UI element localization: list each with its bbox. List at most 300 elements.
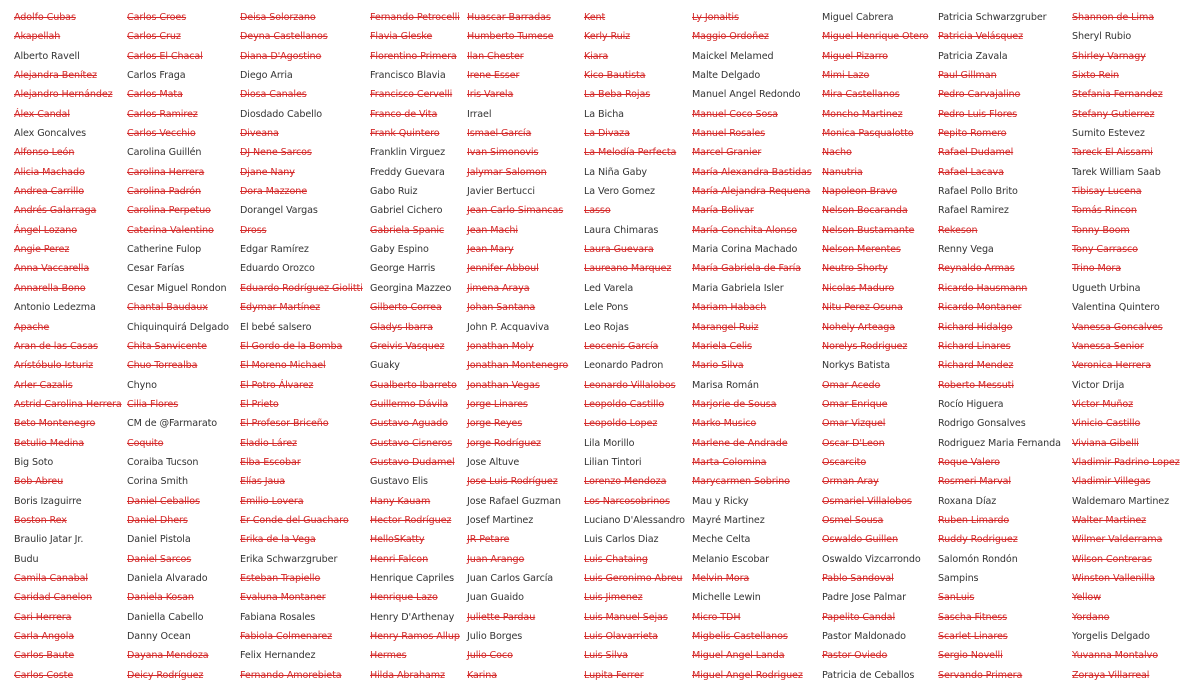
crossed-out-name: Omar Enrique	[822, 398, 888, 410]
name-entry: Julio Borges	[467, 631, 523, 642]
crossed-out-name: El Moreno Michael	[240, 360, 326, 372]
crossed-out-name: HelloSKatty	[370, 534, 425, 546]
crossed-out-name: Henri Falcon	[370, 553, 429, 565]
name-entry: Mau y Ricky	[692, 495, 749, 507]
name-entry: Sampins	[938, 572, 979, 584]
crossed-out-name: Aran de las Casas	[14, 340, 98, 352]
crossed-out-name: Patricia Velásquez	[938, 31, 1024, 43]
name-entry: Erika Schwarzgruber	[240, 553, 338, 565]
crossed-out-name: Diosa Canales	[240, 89, 307, 101]
crossed-out-name: Victor Muñoz	[1072, 398, 1134, 410]
crossed-out-name: Miguel Pizarro	[822, 50, 888, 62]
crossed-out-name: Reynaldo Armas	[938, 263, 1015, 275]
name-entry: Diego Arria	[240, 70, 293, 82]
name-entry: Gaby Espino	[370, 244, 429, 256]
crossed-out-name: Hany Kauam	[370, 495, 431, 507]
name-entry: Franklin Virguez	[370, 147, 446, 159]
name-entry: Felix Hernandez	[240, 650, 316, 662]
crossed-out-name: Winston Vallenilla	[1072, 572, 1155, 584]
crossed-out-name: Miguel Henrique Otero	[822, 31, 929, 43]
crossed-out-name: Franco de Vita	[370, 108, 438, 120]
crossed-out-name: Astrid Carolina Herrera	[14, 398, 122, 410]
crossed-out-name: Wilmer Valderrama	[1072, 534, 1163, 546]
name-entry: Josef Martinez	[467, 514, 534, 526]
name-entry: Rodrigo Gonsalves	[938, 418, 1026, 430]
name-entry: Norkys Batista	[822, 360, 891, 372]
crossed-out-name: Jonathan Moly	[467, 340, 534, 352]
crossed-out-name: Tonny Boom	[1072, 224, 1130, 236]
name-entry: Alberto Ravell	[14, 50, 80, 62]
name-entry: Padre Jose Palmar	[822, 592, 907, 604]
crossed-out-name: Tomás Rincon	[1072, 205, 1137, 217]
name-entry: Dorangel Vargas	[240, 205, 318, 217]
crossed-out-name: Carlos Ramirez	[127, 108, 198, 120]
name-entry: Lele Pons	[584, 302, 629, 314]
crossed-out-name: Jean Carlo Simancas	[467, 205, 564, 217]
crossed-out-name: Ruben Limardo	[938, 514, 1010, 526]
crossed-out-name: Marycarmen Sobrino	[692, 476, 790, 488]
crossed-out-name: Cari Herrera	[14, 611, 72, 623]
name-entry: George Harris	[370, 263, 436, 275]
name-column	[692, 8, 810, 685]
name-entry: Rocío Higuera	[938, 398, 1004, 410]
crossed-out-name: DJ Nene Sarcos	[240, 147, 312, 159]
crossed-out-name: Lupita Ferrer	[584, 669, 644, 681]
crossed-out-name: Sergio Novelli	[938, 650, 1003, 662]
crossed-out-name: Juliette Pardau	[467, 611, 536, 623]
crossed-out-name: Nelson Bocaranda	[822, 205, 908, 217]
crossed-out-name: Carlos El Chacal	[127, 50, 203, 62]
crossed-out-name: Jorge Linares	[467, 398, 528, 410]
crossed-out-name: Chantal Baudaux	[127, 302, 208, 314]
crossed-out-name: Kent	[584, 12, 606, 23]
crossed-out-name: Jalymar Salomon	[467, 166, 547, 178]
crossed-out-name: Jonathan Montenegro	[467, 360, 569, 372]
crossed-out-name: Carlos Coste	[14, 669, 74, 681]
name-entry: Corina Smith	[127, 476, 188, 488]
name-entry: Catherine Fulop	[127, 244, 202, 256]
name-column	[938, 8, 1061, 685]
name-entry: Sumito Estevez	[1072, 128, 1145, 140]
crossed-out-name: Ivan Simonovis	[467, 147, 539, 159]
crossed-out-name: Coquito	[127, 437, 164, 449]
crossed-out-name: Pedro Luis Flores	[938, 108, 1018, 120]
name-entry: Patricia Schwarzgruber	[938, 12, 1047, 23]
name-column	[467, 8, 585, 685]
crossed-out-name: Jean Mary	[467, 244, 514, 256]
crossed-out-name: Nacho	[822, 147, 852, 159]
crossed-out-name: Alejandro Hernández	[14, 89, 113, 101]
crossed-out-name: Maggio Ordoñez	[692, 31, 769, 43]
crossed-out-name: El Prieto	[240, 398, 279, 410]
crossed-out-name: Stefany Gutierrez	[1072, 108, 1155, 120]
crossed-out-name: Dora Mazzone	[240, 186, 308, 198]
crossed-out-name: Eduardo Rodríguez Giolitti	[240, 282, 363, 294]
crossed-out-name: Moncho Martinez	[822, 108, 903, 120]
crossed-out-name: Paul Gillman	[938, 70, 997, 82]
crossed-out-name: Migbelis Castellanos	[692, 631, 788, 642]
crossed-out-name: Carlos Mata	[127, 89, 183, 101]
crossed-out-name: Ruddy Rodriguez	[938, 534, 1018, 546]
crossed-out-name: Carlos Croes	[127, 12, 187, 23]
name-entry: Guaky	[370, 360, 400, 372]
crossed-out-name: María Gabriela de Faría	[692, 263, 801, 275]
crossed-out-name: Jorge Rodríguez	[467, 437, 541, 449]
crossed-out-name: Trino Mora	[1072, 263, 1122, 275]
name-entry: Chiquinquirá Delgado	[127, 321, 229, 333]
crossed-out-name: Richard Hidalgo	[938, 321, 1013, 333]
name-entry: Mayré Martinez	[692, 514, 765, 526]
name-entry: Fabiana Rosales	[240, 611, 316, 623]
crossed-out-name: Leopoldo Castillo	[584, 398, 665, 410]
crossed-out-name: Ricardo Hausmann	[938, 282, 1028, 294]
crossed-out-name: Daniel Dhers	[127, 514, 188, 526]
crossed-out-name: La Melodía Perfecta	[584, 147, 677, 159]
crossed-out-name: Henrique Lazo	[370, 592, 438, 604]
crossed-out-name: Juan Arango	[467, 553, 525, 565]
crossed-out-name: Alejandra Benítez	[14, 70, 97, 82]
crossed-out-name: Akapellah	[14, 31, 61, 43]
crossed-out-name: Osmariel Villalobos	[822, 495, 912, 507]
crossed-out-name: Chita Sanvicente	[127, 340, 207, 352]
crossed-out-name: Carlos Vecchio	[127, 128, 196, 140]
crossed-out-name: Francisco Cervelli	[370, 89, 453, 101]
crossed-out-name: Jose Luis Rodríguez	[467, 476, 558, 488]
crossed-out-name: Napoleon Bravo	[822, 186, 898, 198]
crossed-out-name: Mariam Habach	[692, 302, 767, 314]
crossed-out-name: Lorenzo Mendoza	[584, 476, 667, 488]
crossed-out-name: Leocenis García	[584, 340, 659, 352]
crossed-out-name: Marta Colomina	[692, 456, 767, 468]
crossed-out-name: Roberto Messuti	[938, 379, 1014, 391]
name-entry: Diosdado Cabello	[240, 108, 323, 120]
crossed-out-name: Tony Carrasco	[1072, 244, 1138, 256]
name-entry: Henrique Capriles	[370, 572, 455, 584]
crossed-out-name: Erika de la Vega	[240, 534, 316, 546]
name-entry: Carlos Fraga	[127, 70, 186, 82]
crossed-out-name: Jimena Araya	[467, 282, 530, 294]
crossed-out-name: Greivis Vasquez	[370, 340, 445, 352]
crossed-out-name: Alfonso León	[14, 147, 75, 159]
crossed-out-name: Er Conde del Guacharo	[240, 514, 349, 526]
crossed-out-name: Chuo Torrealba	[127, 360, 198, 372]
name-entry: Luis Carlos Diaz	[584, 534, 659, 546]
name-entry: Jose Altuve	[467, 456, 520, 468]
crossed-out-name: Marlene de Andrade	[692, 437, 788, 449]
crossed-out-name: Jorge Reyes	[467, 418, 523, 430]
crossed-out-name: Angie Perez	[14, 244, 70, 256]
crossed-out-name: Fernando Amorebieta	[240, 669, 342, 681]
crossed-out-name: Scarlet Linares	[938, 631, 1008, 642]
crossed-out-name: SanLuis	[938, 592, 975, 604]
crossed-out-name: Sixto Rein	[1072, 70, 1119, 82]
name-entry: Javier Bertucci	[467, 186, 535, 198]
name-column	[127, 8, 245, 685]
crossed-out-name: Jean Machi	[467, 224, 518, 236]
name-entry: Lila Morillo	[584, 437, 635, 449]
crossed-out-name: Oscarcito	[822, 456, 867, 468]
crossed-out-name: Gustavo Cisneros	[370, 437, 453, 449]
name-entry: Patricia Zavala	[938, 50, 1008, 62]
name-entry: Pastor Maldonado	[822, 631, 906, 642]
crossed-out-name: Laura Guevara	[584, 244, 654, 256]
crossed-out-name: Pablo Sandoval	[822, 572, 894, 584]
name-entry: Francisco Blavia	[370, 70, 446, 82]
crossed-out-name: Papelito Candal	[822, 611, 896, 623]
name-entry: Maickel Melamed	[692, 50, 774, 62]
name-entry: Melanio Escobar	[692, 553, 770, 565]
crossed-out-name: Shannon de Lima	[1072, 12, 1154, 23]
crossed-out-name: Deicy Rodríguez	[127, 669, 204, 681]
name-entry: Gabo Ruiz	[370, 186, 418, 198]
name-entry: Freddy Guevara	[370, 166, 445, 178]
crossed-out-name: JR Petare	[467, 534, 510, 546]
crossed-out-name: Annarella Bono	[14, 282, 86, 294]
crossed-out-name: María Alejandra Requena	[692, 186, 811, 198]
crossed-out-name: Ilan Chester	[467, 50, 524, 62]
crossed-out-name: Caridad Canelon	[14, 592, 92, 604]
name-entry: Ugueth Urbina	[1072, 282, 1141, 294]
crossed-out-name: Yordano	[1072, 611, 1110, 623]
name-entry: Waldemaro Martinez	[1072, 495, 1170, 507]
crossed-out-name: Rosmeri Marval	[938, 476, 1011, 488]
crossed-out-name: Pastor Oviedo	[822, 650, 888, 662]
crossed-out-name: Marcel Granier	[692, 147, 762, 159]
crossed-out-name: Edymar Martínez	[240, 302, 321, 314]
crossed-out-name: Norelys Rodriguez	[822, 340, 908, 352]
name-entry: Malte Delgado	[692, 70, 761, 82]
crossed-out-name: Karina	[467, 669, 497, 681]
name-entry: Eduardo Orozco	[240, 263, 315, 275]
crossed-out-name: Carlos Baute	[14, 650, 75, 662]
name-entry: Alex Goncalves	[14, 128, 87, 140]
crossed-out-name: Mariela Celis	[692, 340, 752, 352]
crossed-out-name: Luis Manuel Sejas	[584, 611, 668, 623]
crossed-out-name: Elías Jaua	[240, 476, 285, 488]
crossed-out-name: Adolfo Cubas	[14, 12, 76, 23]
crossed-out-name: Huascar Barradas	[467, 12, 551, 23]
crossed-out-name: Rekeson	[938, 224, 978, 236]
crossed-out-name: Cilia Flores	[127, 398, 179, 410]
crossed-out-name: Yuvanna Montalvo	[1072, 650, 1158, 662]
name-entry: Rodriguez Maria Fernanda	[938, 437, 1061, 449]
crossed-out-name: Daniela Kosan	[127, 592, 194, 604]
crossed-out-name: Luis Jimenez	[584, 592, 643, 604]
crossed-out-name: Nicolas Maduro	[822, 282, 895, 294]
crossed-out-name: Nohely Arteaga	[822, 321, 896, 333]
crossed-out-name: Mira Castellanos	[822, 89, 900, 101]
crossed-out-name: Vladimir Padrino Lopez	[1072, 456, 1180, 468]
name-entry: Renny Vega	[938, 244, 994, 256]
crossed-out-name: Anna Vaccarella	[14, 263, 90, 275]
crossed-out-name: Lasso	[584, 205, 611, 217]
crossed-out-name: Elba Escobar	[240, 456, 301, 468]
crossed-out-name: El Gordo de la Bomba	[240, 340, 343, 352]
crossed-out-name: Laureano Marquez	[584, 263, 672, 275]
name-entry: Budu	[14, 553, 39, 565]
crossed-out-name: Julio Coco	[467, 650, 513, 662]
crossed-out-name: Nelson Bustamante	[822, 224, 915, 236]
name-entry: Luciano D'Alessandro	[584, 514, 685, 526]
crossed-out-name: Rafael Dudamel	[938, 147, 1014, 159]
crossed-out-name: Luis Geronimo Abreu	[584, 572, 683, 584]
crossed-out-name: Kerly Ruiz	[584, 31, 631, 43]
crossed-out-name: Vladimir Villegas	[1072, 476, 1151, 488]
crossed-out-name: Hermes	[370, 650, 407, 662]
crossed-out-name: Marjorie de Sousa	[692, 398, 777, 410]
crossed-out-name: Tibisay Lucena	[1072, 186, 1142, 198]
crossed-out-name: Mario Silva	[692, 360, 744, 372]
crossed-out-name: Camila Canabal	[14, 572, 88, 584]
crossed-out-name: Osmel Sousa	[822, 514, 884, 526]
name-entry: Juan Carlos García	[467, 572, 554, 584]
crossed-out-name: Pepito Romero	[938, 128, 1007, 140]
name-entry: Irrael	[467, 108, 492, 120]
crossed-out-name: Yellow	[1072, 592, 1101, 604]
name-column	[240, 8, 363, 685]
crossed-out-name: Los Narcosobrinos	[584, 495, 670, 507]
name-entry: Miguel Cabrera	[822, 12, 894, 23]
crossed-out-name: Monica Pasqualotto	[822, 128, 914, 140]
name-entry: Coraiba Tucson	[127, 456, 199, 468]
crossed-out-name: Iris Varela	[467, 89, 514, 101]
name-column	[822, 8, 940, 685]
crossed-out-name: Vanessa Goncalves	[1072, 321, 1163, 333]
name-entry: Henry D'Arthenay	[370, 611, 455, 623]
crossed-out-name: Stefania Fernandez	[1072, 89, 1163, 101]
crossed-out-name: Gustavo Dudamel	[370, 456, 455, 468]
name-entry: Leonardo Padron	[584, 360, 664, 372]
crossed-out-name: Oswaldo Guillen	[822, 534, 898, 546]
crossed-out-name: Alicia Machado	[14, 166, 85, 178]
name-entry: Cesar Farías	[127, 263, 185, 275]
name-entry: Big Soto	[14, 456, 54, 468]
name-entry: Tarek William Saab	[1072, 166, 1161, 178]
crossed-out-name: Evaluna Montaner	[240, 592, 326, 604]
crossed-out-name: Tareck El Aissami	[1072, 147, 1153, 159]
crossed-out-name: Johan Santana	[467, 302, 536, 314]
crossed-out-name: Nanutria	[822, 166, 863, 178]
crossed-out-name: Vanessa Senior	[1072, 340, 1144, 352]
crossed-out-name: Luis Silva	[584, 650, 628, 662]
crossed-out-name: Ly Jonaitis	[692, 12, 739, 23]
name-entry: Gustavo Elis	[370, 476, 428, 488]
crossed-out-name: Arístóbulo Isturiz	[14, 360, 94, 372]
name-entry: Jose Rafael Guzman	[467, 495, 561, 507]
name-entry: Sheryl Rubio	[1072, 31, 1132, 43]
crossed-out-name: Carolina Padrón	[127, 186, 202, 198]
crossed-out-name: Miguel Angel Rodriguez	[692, 669, 803, 681]
name-entry: Gabriel Cichero	[370, 205, 443, 217]
crossed-out-name: Andrés Galarraga	[14, 205, 97, 217]
name-entry: Daniela Alvarado	[127, 572, 208, 584]
crossed-out-name: Ismael García	[467, 128, 532, 140]
crossed-out-name: Carolina Perpetuo	[127, 205, 211, 217]
crossed-out-name: Manuel Coco Sosa	[692, 108, 778, 120]
crossed-out-name: Gladys Ibarra	[370, 321, 433, 333]
name-entry: Manuel Angel Redondo	[692, 89, 801, 101]
name-entry: Rafael Ramirez	[938, 205, 1009, 217]
name-entry: Marisa Román	[692, 379, 759, 391]
crossed-out-name: Kiara	[584, 50, 609, 62]
crossed-out-name: Gilberto Correa	[370, 302, 442, 314]
name-column	[584, 8, 702, 685]
crossed-out-name: Flavia Gleske	[370, 31, 433, 43]
crossed-out-name: Betulio Medina	[14, 437, 85, 449]
crossed-out-name: Luis Chataing	[584, 553, 648, 565]
crossed-out-name: Jonathan Vegas	[467, 379, 540, 391]
crossed-out-name: Boston Rex	[14, 514, 67, 526]
crossed-out-name: Gabriela Spanic	[370, 224, 445, 236]
name-entry: Roxana Díaz	[938, 495, 997, 507]
name-column	[14, 8, 132, 685]
name-entry: Danny Ocean	[127, 631, 191, 642]
crossed-out-name: Deisa Solorzano	[240, 12, 316, 23]
crossed-out-name: Vinicio Castillo	[1072, 418, 1141, 430]
name-entry: Braulio Jatar Jr.	[14, 534, 84, 546]
crossed-out-name: El Potro Álvarez	[240, 379, 314, 391]
crossed-out-name: Dross	[240, 224, 267, 236]
name-entry: Led Varela	[584, 282, 634, 294]
crossed-out-name: Leonardo Villalobos	[584, 379, 676, 391]
crossed-out-name: María Bolivar	[692, 205, 754, 217]
crossed-out-name: Manuel Rosales	[692, 128, 766, 140]
crossed-out-name: Pedro Carvajalino	[938, 89, 1021, 101]
crossed-out-name: Diveana	[240, 128, 279, 140]
crossed-out-name: Miguel Angel Landa	[692, 650, 785, 662]
crossed-out-name: Richard Mendez	[938, 360, 1014, 372]
name-entry: Edgar Ramírez	[240, 244, 309, 256]
crossed-out-name: Henry Ramos Allup	[370, 631, 460, 642]
name-entry: Valentina Quintero	[1072, 302, 1160, 314]
crossed-out-name: Eladio Lárez	[240, 437, 297, 449]
name-entry: Daniel Pistola	[127, 534, 191, 546]
crossed-out-name: Carolina Herrera	[127, 166, 205, 178]
name-entry: Maria Gabriela Isler	[692, 282, 784, 294]
crossed-out-name: Esteban Trapiello	[240, 572, 321, 584]
crossed-out-name: Viviana Gibelli	[1072, 437, 1139, 449]
name-entry: Maria Corina Machado	[692, 244, 798, 256]
name-entry: La Bicha	[584, 108, 624, 120]
name-entry: John P. Acquaviva	[467, 321, 550, 333]
crossed-out-name: Melvin Mora	[692, 572, 750, 584]
name-column	[1072, 8, 1190, 685]
name-entry: Michelle Lewin	[692, 592, 761, 604]
crossed-out-name: Gustavo Aguado	[370, 418, 448, 430]
crossed-out-name: Orman Aray	[822, 476, 879, 488]
crossed-out-name: Hector Rodríguez	[370, 514, 452, 526]
crossed-out-name: Oscar D'Leon	[822, 437, 885, 449]
crossed-out-name: Álex Candal	[14, 108, 70, 120]
crossed-out-name: Frank Quintero	[370, 128, 440, 140]
name-entry: Cesar Miguel Rondon	[127, 282, 227, 294]
name-entry: Victor Drija	[1072, 379, 1125, 391]
crossed-out-name: Deyna Castellanos	[240, 31, 328, 43]
name-entry: Lilian Tintori	[584, 456, 642, 468]
crossed-out-name: Diana D'Agostino	[240, 50, 322, 62]
crossed-out-name: Walter Martinez	[1072, 514, 1147, 526]
crossed-out-name: Humberto Tumese	[467, 31, 554, 43]
name-entry: Yorgelis Delgado	[1072, 631, 1150, 642]
name-entry: Boris Izaguirre	[14, 495, 82, 507]
name-entry: Daniella Cabello	[127, 611, 204, 623]
name-entry: Georgina Mazzeo	[370, 282, 452, 294]
crossed-out-name: Micro TDH	[692, 611, 741, 623]
crossed-out-name: Zoraya Villarreal	[1072, 669, 1150, 681]
name-entry: Juan Guaido	[467, 592, 524, 604]
name-entry: Patricia de Ceballos	[822, 669, 915, 681]
crossed-out-name: Kico Bautista	[584, 70, 646, 82]
